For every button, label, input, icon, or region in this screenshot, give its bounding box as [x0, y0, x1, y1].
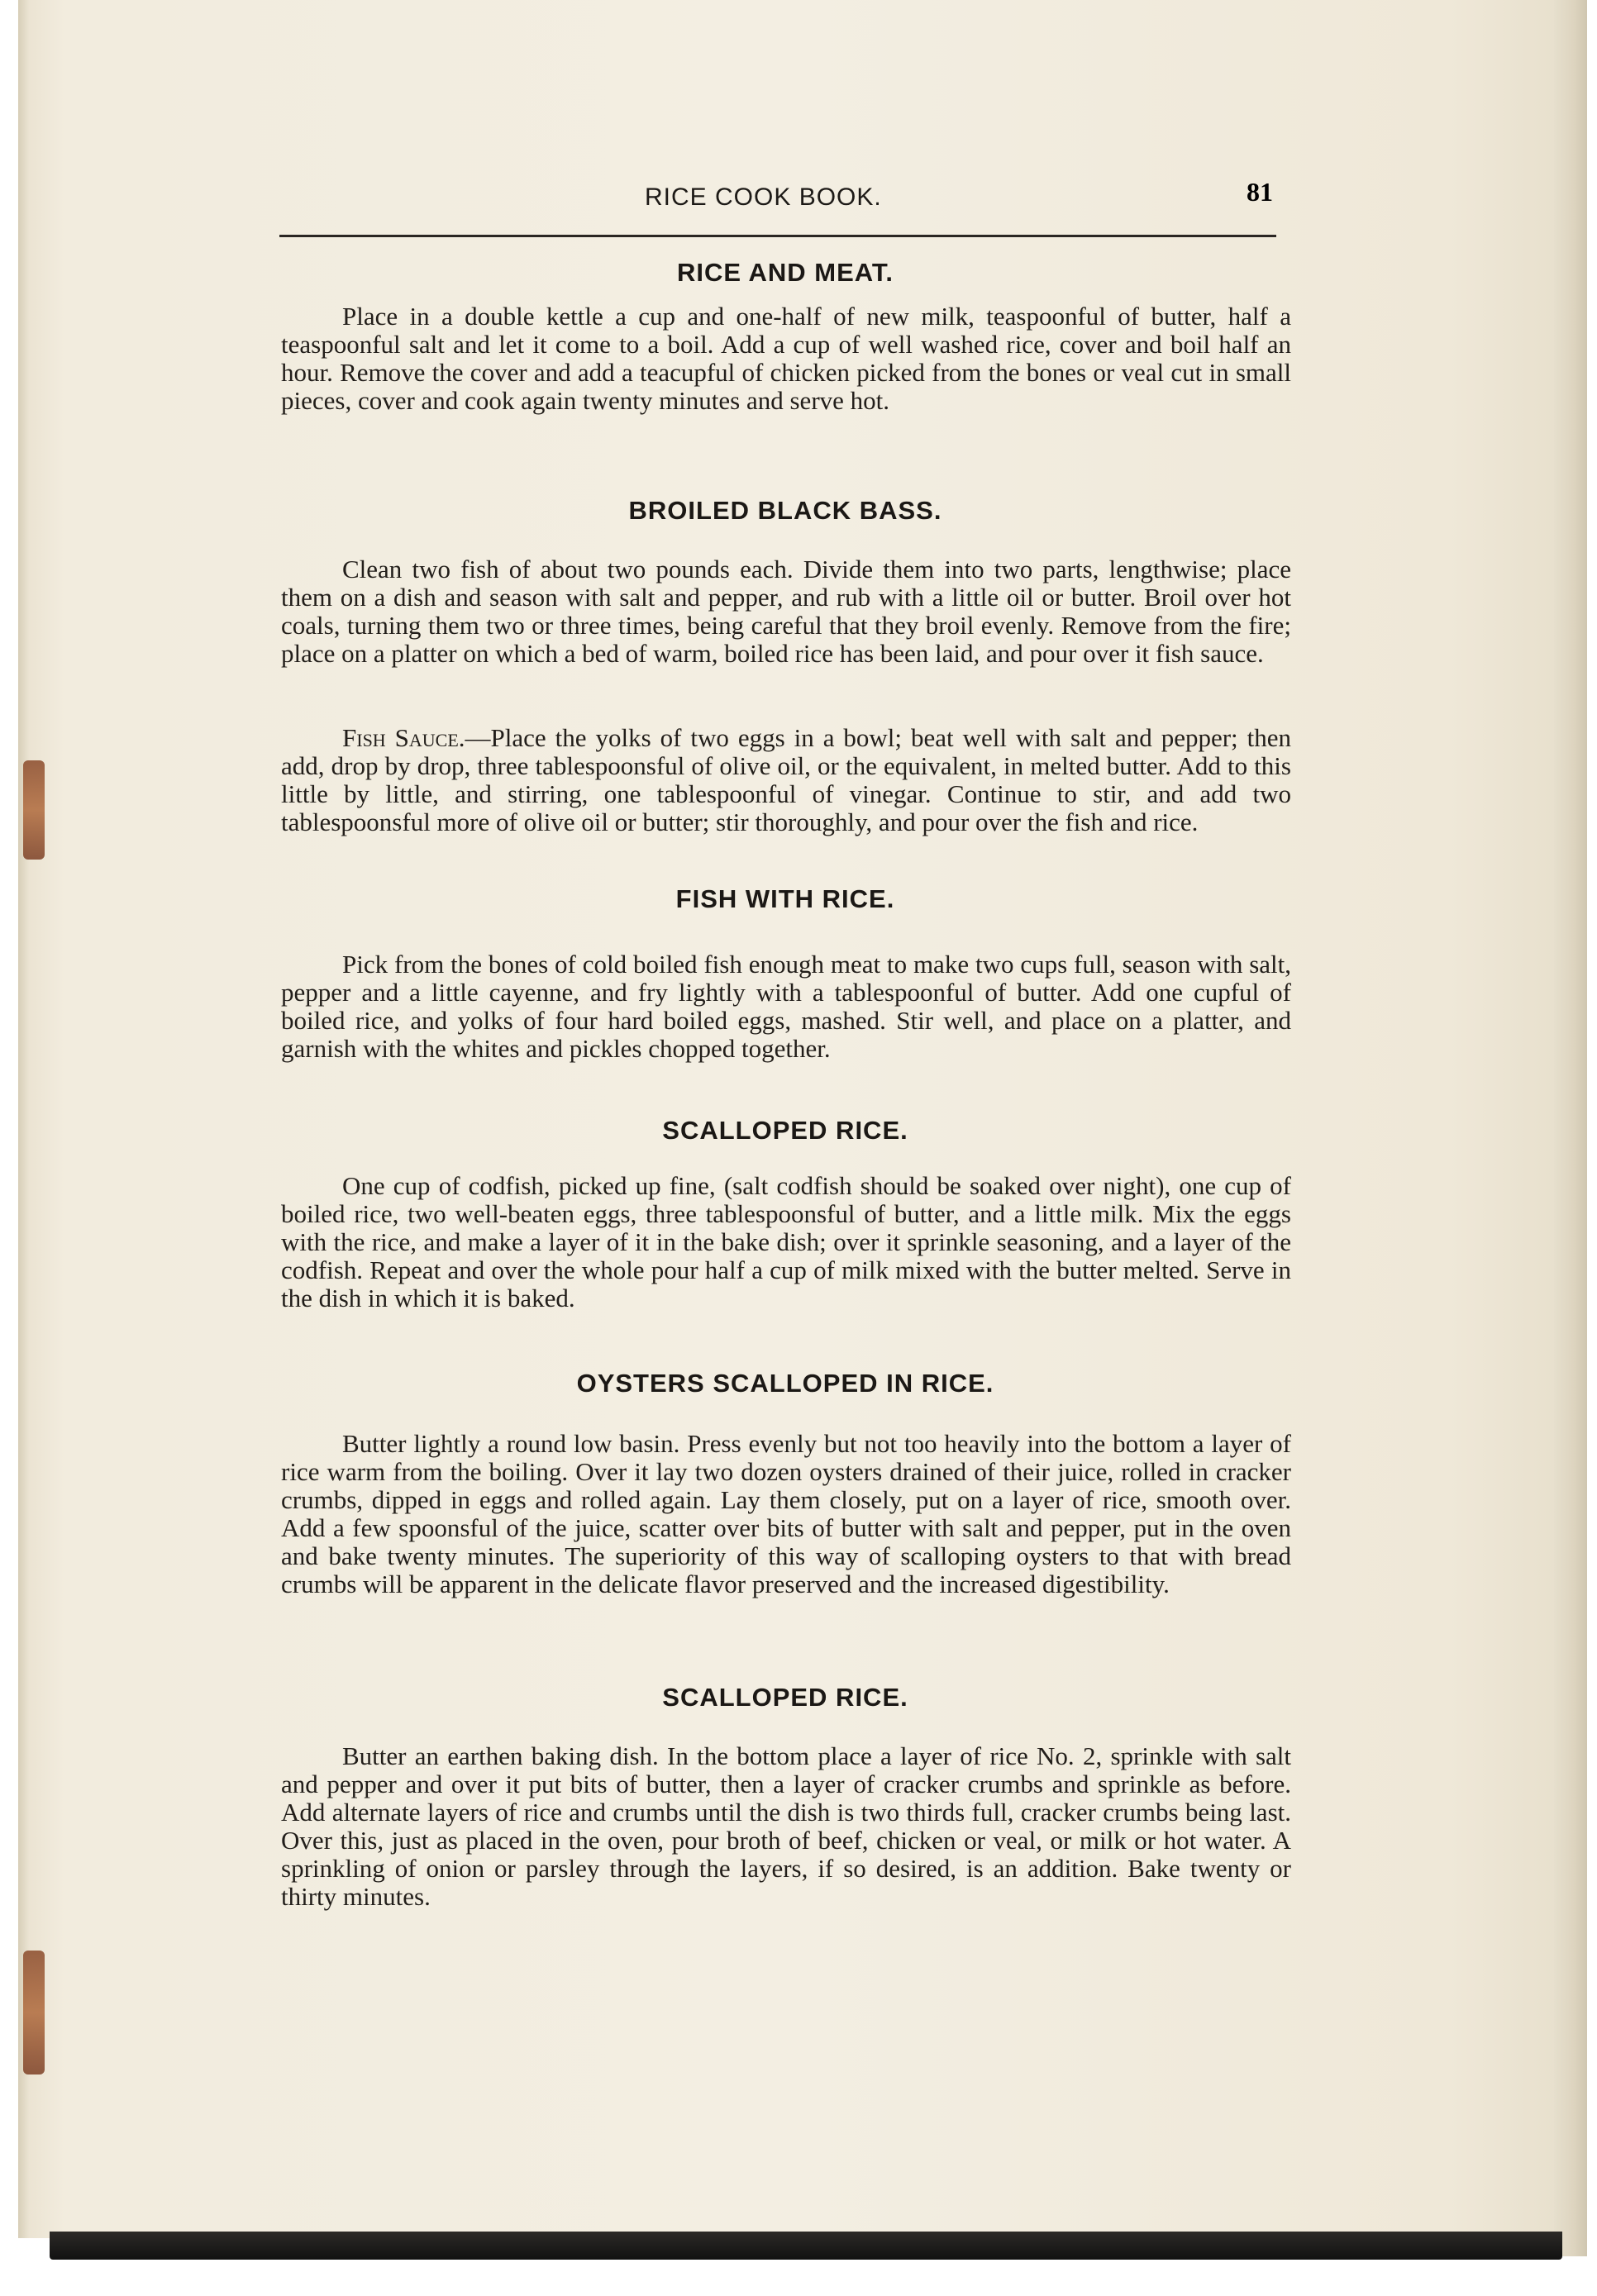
fish-sauce-paragraph	[281, 724, 1291, 836]
header-rule	[279, 235, 1276, 237]
recipe-paragraph: Butter an earthen baking dish. In the bottom place a layer of rice No. 2, sprinkle with salt and pepper and over it put bits of butter, then a layer of cracker crumbs and sprinkle as before. Add alternate layers of rice and crumbs until the dish is two thirds full, cracker crumbs being last. Over this, just as placed in the oven, pour broth of beef, chicken or veal, or milk or hot water. A sprinkling of onion or parsley through the layers, if so desired, is an addition. Bake twenty or thirty minutes.	[281, 1741, 1291, 1911]
binding-stain-upper	[23, 760, 45, 860]
recipe-paragraph: Pick from the bones of cold boiled fish enough meat to make two cups full, season with salt, pepper and a little cayenne, and fry lightly with a tablespoonful of butter. Add one cupful of boiled rice, and yolks of four hard boiled eggs, mashed. Stir well, and place on a platter, and garnish with the whites and pickles chopped together.	[281, 950, 1291, 1063]
section-title-fish-with-rice: FISH WITH RICE.	[675, 884, 895, 913]
fish-sauce-label: Fish Sauce.	[342, 723, 465, 752]
recipe-paragraph: Butter lightly a round low basin. Press evenly but not too heavily into the bottom a layer of rice warm from the boiling. Over it lay two dozen oysters drained of their juice, rolled in cracker crumbs, dipped in eggs and rolled again. Lay them closely, put on a layer of rice, smooth over. Add a few spoonsful of the juice, scatter over bits of butter with salt and pepper, put in the oven and bake twenty minutes. The superiority of this way of scalloping oysters to that with bread crumbs will be apparent in the delicate flavor preserved and the increased digestibility.	[281, 1429, 1291, 1598]
section-title-oysters-scalloped-in-rice: OYSTERS SCALLOPED IN RICE.	[576, 1369, 994, 1398]
running-header	[281, 177, 1273, 217]
section-title-rice-and-meat: RICE AND MEAT.	[677, 258, 894, 287]
fish-sauce-text: —Place the yolks of two eggs in a bowl; beat well with salt and pepper; then add, drop by drop, three tablespoonsful of olive oil, or the equivalent, in melted butter. Add to this little by little, and stirring, one tablespoonful of vinegar. Continue to stir, and add two tablespoonsful more of olive oil or butter; stir thoroughly, and pour over the fish and rice.	[281, 723, 1291, 836]
recipe-paragraph: One cup of codfish, picked up fine, (salt codfish should be soaked over night), one cup of boiled rice, two well-beaten eggs, three tablespoonsful of butter, and a little milk. Mix the eggs with the rice, and make a layer of it in the bake dish; over it sprinkle seasoning, and a layer of the codfish. Repeat and over the whole pour half a cup of milk mixed with the butter melted. Serve in the dish in which it is baked.	[281, 1171, 1291, 1312]
binding-stain-lower	[23, 1951, 45, 2074]
recipe-paragraph: Clean two fish of about two pounds each. Divide them into two parts, lengthwise; place them on a dish and season with salt and pepper, and rub with a little oil or butter. Broil over hot coals, turning them two or three times, being careful that they broil evenly. Remove from the fire; place on a platter on which a bed of warm, boiled rice has been laid, and pour over it fish sauce.	[281, 555, 1291, 668]
recipe-paragraph: Place in a double kettle a cup and one-half of new milk, teaspoonful of butter, half a teaspoonful salt and let it come to a boil. Add a cup of well washed rice, cover and boil half an hour. Remove the cover and add a teacupful of chicken picked from the bones or veal cut in small pieces, cover and cook again twenty minutes and serve hot.	[281, 302, 1291, 415]
section-title-scalloped-rice-2: SCALLOPED RICE.	[662, 1683, 908, 1712]
section-title-scalloped-rice: SCALLOPED RICE.	[662, 1116, 908, 1145]
running-title: RICE COOK BOOK.	[645, 183, 882, 211]
section-title-broiled-black-bass: BROILED BLACK BASS.	[628, 496, 942, 525]
page-number: 81	[1247, 177, 1273, 207]
page-binding-edge	[18, 0, 30, 2238]
page-stack-edge	[1554, 0, 1587, 2256]
page-bottom-shadow	[50, 2232, 1562, 2260]
